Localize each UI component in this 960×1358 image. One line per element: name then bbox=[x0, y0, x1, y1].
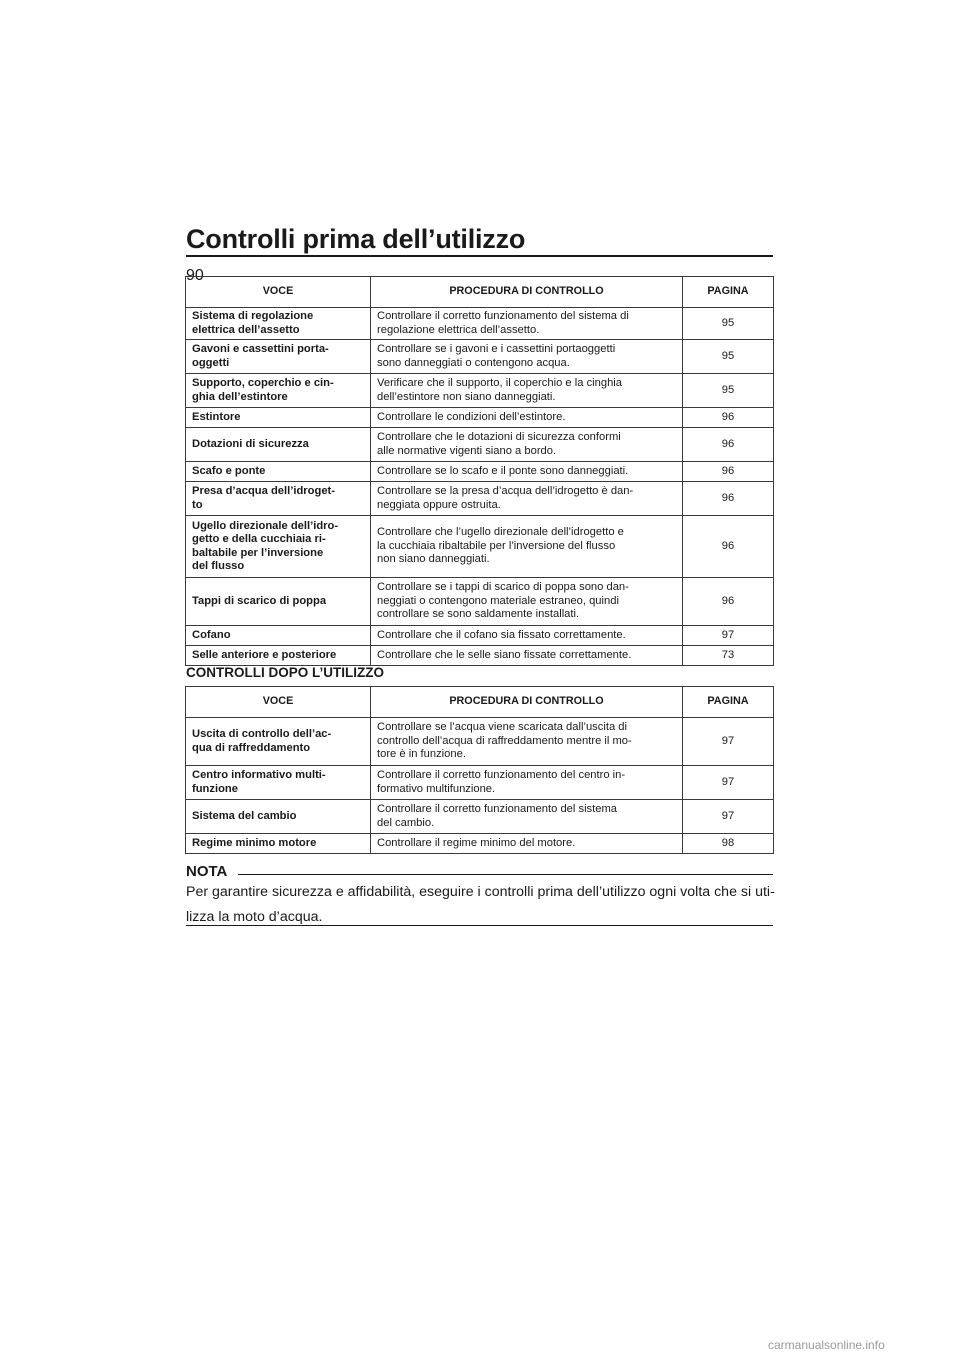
table-row bbox=[186, 408, 774, 428]
page-cell: 96 bbox=[683, 516, 774, 578]
procedure-cell: Controllare il corretto funzionamento del centro in- formativo multifunzione. bbox=[371, 766, 683, 800]
item-cell: Uscita di controllo dell’ac- qua di raffreddamento bbox=[186, 718, 371, 766]
page-cell: 96 bbox=[683, 428, 774, 462]
section-heading: CONTROLLI DOPO L’UTILIZZO bbox=[186, 665, 384, 680]
nota-rule bbox=[238, 874, 773, 875]
header-procedura: PROCEDURA DI CONTROLLO bbox=[371, 687, 683, 718]
table-row bbox=[186, 626, 774, 646]
table-row bbox=[186, 578, 774, 626]
table-row bbox=[186, 462, 774, 482]
procedure-cell: Controllare che le selle siano fissate correttamente. bbox=[371, 646, 683, 666]
page-cell: 96 bbox=[683, 462, 774, 482]
item-cell: Supporto, coperchio e cin- ghia dell’estintore bbox=[186, 374, 371, 408]
table-row bbox=[186, 800, 774, 834]
watermark: carmanualsonline.info bbox=[768, 1338, 885, 1352]
table-header-row bbox=[186, 277, 774, 308]
page-cell: 96 bbox=[683, 408, 774, 428]
table-row bbox=[186, 340, 774, 374]
header-voce: VOCE bbox=[186, 277, 371, 308]
page-cell: 96 bbox=[683, 482, 774, 516]
item-cell: Gavoni e cassettini porta- oggetti bbox=[186, 340, 371, 374]
item-cell: Regime minimo motore bbox=[186, 834, 371, 854]
procedure-cell: Controllare che le dotazioni di sicurezza conformi alle normative vigenti siano a bordo. bbox=[371, 428, 683, 462]
procedure-cell: Controllare se i tappi di scarico di poppa sono dan- neggiati o contengono materiale estraneo, quindi controllare se sono saldamente installati. bbox=[371, 578, 683, 626]
page-cell: 95 bbox=[683, 374, 774, 408]
title-rule bbox=[186, 255, 773, 257]
procedure-cell: Controllare il corretto funzionamento del sistema di regolazione elettrica dell’assetto. bbox=[371, 308, 683, 340]
item-cell: Cofano bbox=[186, 626, 371, 646]
table-row bbox=[186, 482, 774, 516]
pre-use-check-table bbox=[185, 276, 774, 666]
table-row bbox=[186, 834, 774, 854]
table-row bbox=[186, 308, 774, 340]
page-cell: 73 bbox=[683, 646, 774, 666]
procedure-cell: Controllare se l’acqua viene scaricata dall’uscita di controllo dell’acqua di raffreddamento mentre il mo- tore è in funzione. bbox=[371, 718, 683, 766]
page-cell: 97 bbox=[683, 800, 774, 834]
procedure-cell: Controllare se i gavoni e i cassettini portaoggetti sono danneggiati o contengono acqua. bbox=[371, 340, 683, 374]
item-cell: Sistema di regolazione elettrica dell’assetto bbox=[186, 308, 371, 340]
table-row bbox=[186, 374, 774, 408]
item-cell: Dotazioni di sicurezza bbox=[186, 428, 371, 462]
table-header-row bbox=[186, 687, 774, 718]
page-cell: 97 bbox=[683, 718, 774, 766]
item-cell: Selle anteriore e posteriore bbox=[186, 646, 371, 666]
table-row bbox=[186, 766, 774, 800]
page-cell: 97 bbox=[683, 626, 774, 646]
page-cell: 95 bbox=[683, 340, 774, 374]
table-row bbox=[186, 428, 774, 462]
procedure-cell: Controllare se la presa d’acqua dell’idrogetto è dan- neggiata oppure ostruita. bbox=[371, 482, 683, 516]
nota-text: Per garantire sicurezza e affidabilità, eseguire i controlli prima dell’utilizzo ogni volta che si uti- lizza la moto d’acqua. bbox=[186, 884, 775, 925]
procedure-cell: Controllare che il cofano sia fissato correttamente. bbox=[371, 626, 683, 646]
header-pagina: PAGINA bbox=[683, 277, 774, 308]
procedure-cell: Verificare che il supporto, il coperchio e la cinghia dell’estintore non siano danneggiati. bbox=[371, 374, 683, 408]
item-cell: Ugello direzionale dell’idro- getto e della cucchiaia ri- baltabile per l’inversione del flusso bbox=[186, 516, 371, 578]
procedure-cell: Controllare le condizioni dell’estintore. bbox=[371, 408, 683, 428]
procedure-cell: Controllare se lo scafo e il ponte sono danneggiati. bbox=[371, 462, 683, 482]
item-cell: Presa d’acqua dell’idroget- to bbox=[186, 482, 371, 516]
header-pagina: PAGINA bbox=[683, 687, 774, 718]
table-row bbox=[186, 646, 774, 666]
page-cell: 95 bbox=[683, 308, 774, 340]
item-cell: Scafo e ponte bbox=[186, 462, 371, 482]
item-cell: Centro informativo multi- funzione bbox=[186, 766, 371, 800]
header-voce: VOCE bbox=[186, 687, 371, 718]
table-row bbox=[186, 718, 774, 766]
nota-rule-bottom bbox=[186, 925, 773, 926]
procedure-cell: Controllare il corretto funzionamento del sistema del cambio. bbox=[371, 800, 683, 834]
procedure-cell: Controllare che l’ugello direzionale dell’idrogetto e la cucchiaia ribaltabile per l’inversione del flusso non siano danneggiati. bbox=[371, 516, 683, 578]
item-cell: Estintore bbox=[186, 408, 371, 428]
page-cell: 96 bbox=[683, 578, 774, 626]
item-cell: Tappi di scarico di poppa bbox=[186, 578, 371, 626]
page-cell: 98 bbox=[683, 834, 774, 854]
nota-title: NOTA bbox=[186, 863, 228, 880]
header-procedura: PROCEDURA DI CONTROLLO bbox=[371, 277, 683, 308]
page-number: 90 bbox=[186, 267, 204, 284]
page-title: Controlli prima dell’utilizzo bbox=[186, 224, 526, 254]
table-row bbox=[186, 516, 774, 578]
item-cell: Sistema del cambio bbox=[186, 800, 371, 834]
page-cell: 97 bbox=[683, 766, 774, 800]
procedure-cell: Controllare il regime minimo del motore. bbox=[371, 834, 683, 854]
post-use-check-table bbox=[185, 686, 774, 854]
